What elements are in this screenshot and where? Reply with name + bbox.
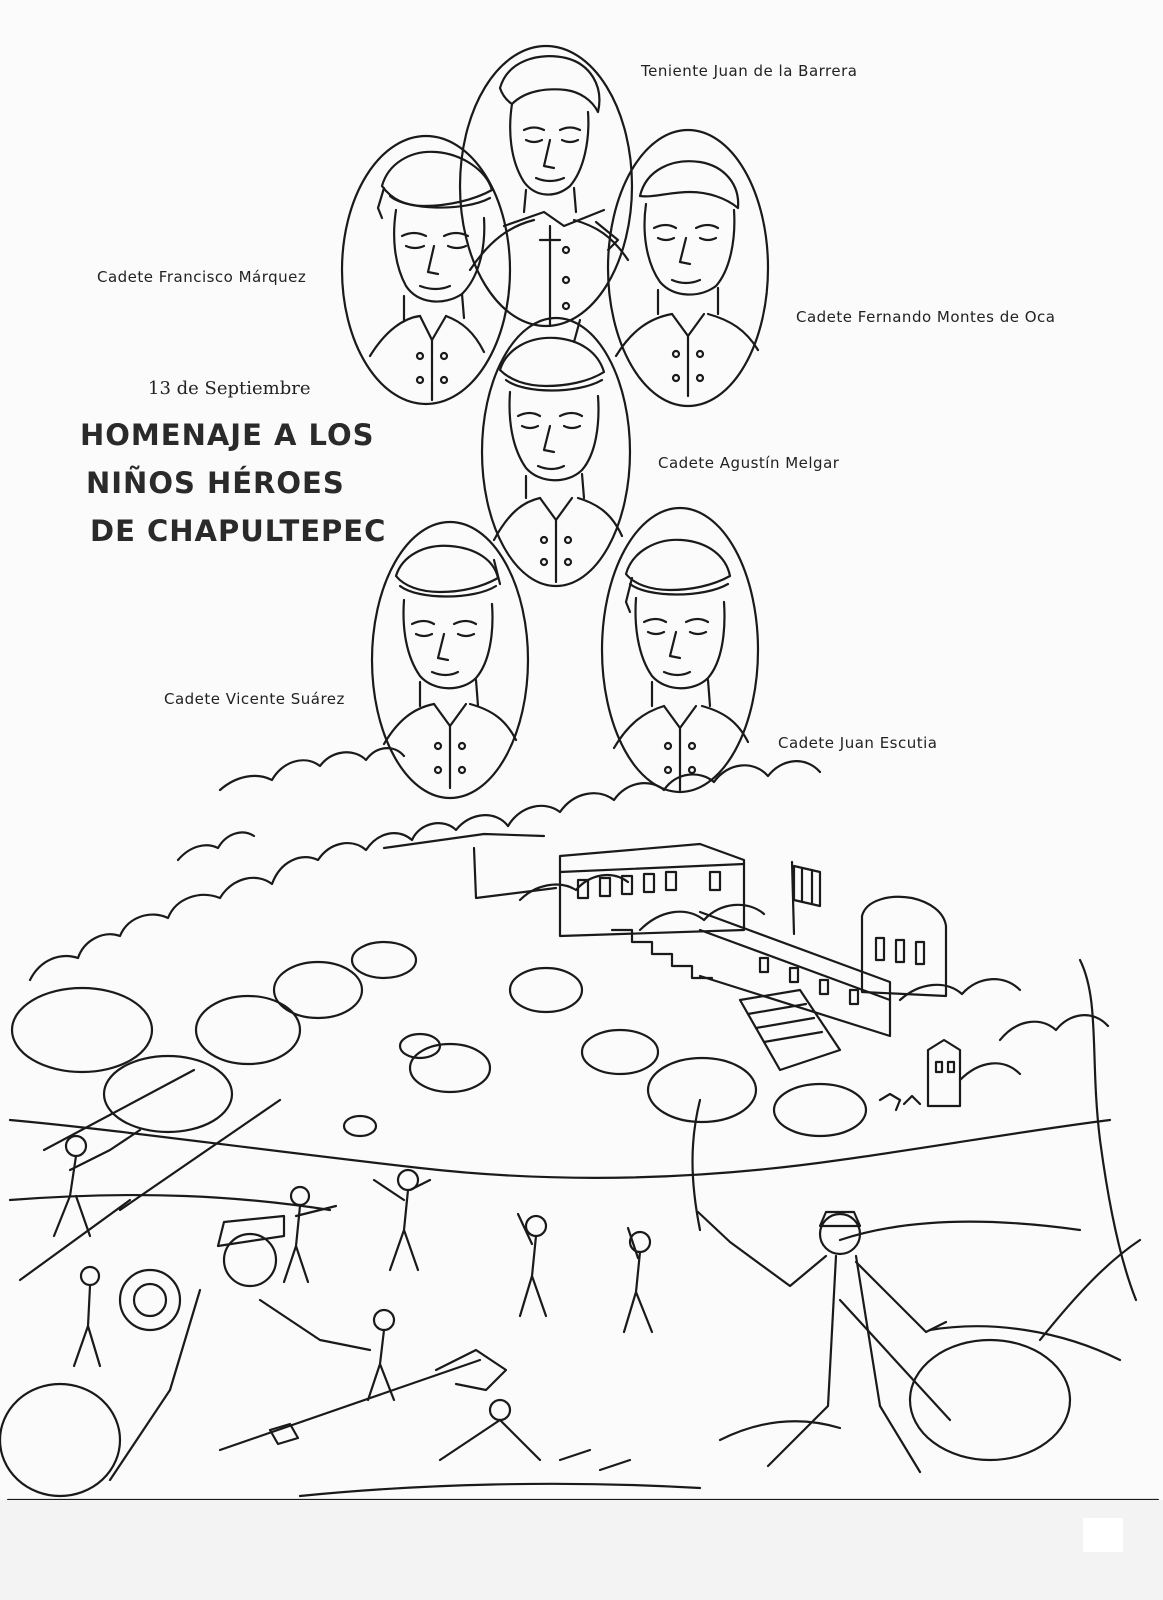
- label-barrera: Teniente Juan de la Barrera: [641, 62, 858, 80]
- portrait-suarez: [372, 522, 528, 798]
- portrait-melgar: [482, 318, 630, 586]
- portrait-montes: [608, 130, 768, 406]
- rocks: [0, 942, 1120, 1496]
- title-line-2: NIÑOS HÉROES: [86, 466, 345, 500]
- ground-strokes: [8, 960, 1158, 1500]
- title-line-1: HOMENAJE A LOS: [80, 418, 375, 452]
- portrait-marquez: [342, 136, 510, 404]
- chapultepec-castle: [384, 834, 960, 1106]
- scan-bottom-margin: [0, 1500, 1163, 1600]
- portrait-escutia: [602, 508, 758, 792]
- date-heading: 13 de Septiembre: [148, 378, 311, 399]
- label-escutia: Cadete Juan Escutia: [778, 734, 938, 752]
- scan-white-patch: [1083, 1518, 1123, 1552]
- label-suarez: Cadete Vicente Suárez: [164, 690, 345, 708]
- portrait-barrera: [460, 46, 632, 326]
- label-marquez: Cadete Francisco Márquez: [97, 268, 307, 286]
- smoke-clouds: [30, 748, 1108, 1080]
- label-montes: Cadete Fernando Montes de Oca: [796, 308, 1056, 326]
- label-melgar: Cadete Agustín Melgar: [658, 454, 840, 472]
- title-line-3: DE CHAPULTEPEC: [90, 514, 387, 548]
